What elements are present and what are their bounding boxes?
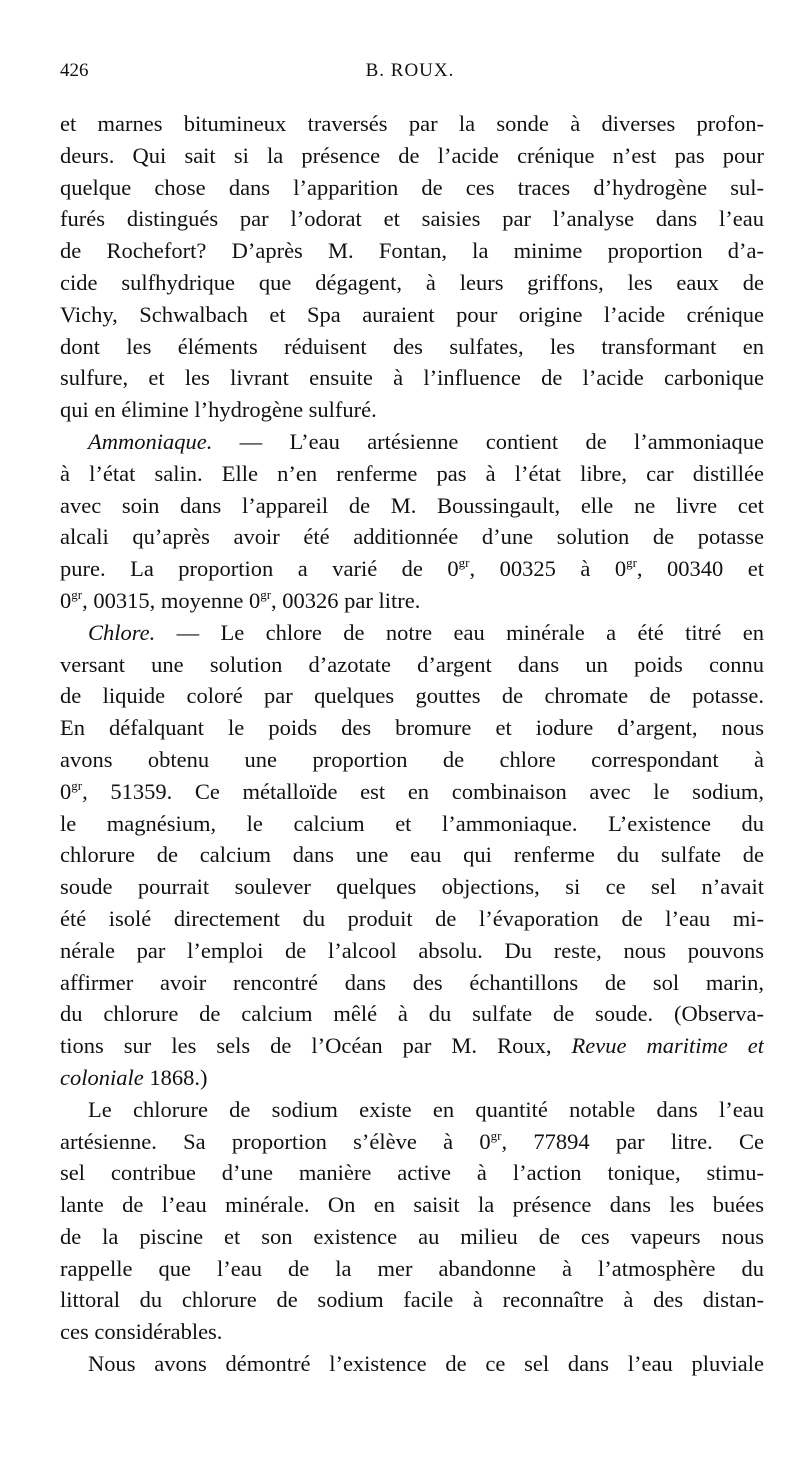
text-line: avons obtenu une proportion de chlore correspondant à xyxy=(60,746,764,772)
text-line: à l’état salin. Elle n’en renferme pas à l’état libre, car distillée xyxy=(60,460,764,486)
text-line: de la piscine et son existence au milieu de ces vapeurs nous xyxy=(60,1223,764,1249)
text-line: lante de l’eau minérale. On en saisit la présence dans les buées xyxy=(60,1192,764,1218)
text-line: Chlore. — Le chlore de notre eau minérale a été titré en xyxy=(88,619,764,645)
text-line: Le chlorure de sodium existe en quantité notable dans l’eau xyxy=(88,1096,764,1122)
text-line: En défalquant le poids des bromure et iodure d’argent, nous xyxy=(60,715,764,741)
italic-term: Ammoniaque. xyxy=(88,428,213,454)
text-line: avec soin dans l’appareil de M. Boussingault, elle ne livre cet xyxy=(60,492,764,518)
text-line: le magnésium, le calcium et l’ammoniaque. L’existence du xyxy=(60,810,764,836)
text-line: pure. La proportion a varié de $0^{gr}$, 00325 à $0^{gr}$, 00340 et xyxy=(60,555,764,582)
page-number: 426 xyxy=(60,60,89,81)
text-line: sulfure, et les livrant ensuite à l’influence de l’acide carbonique xyxy=(60,365,764,391)
text-line: $0^{gr}$, 51359. Ce métalloïde est en combinaison avec le sodium, xyxy=(60,777,764,804)
text-line: Ammoniaque. — L’eau artésienne contient de l’ammoniaque xyxy=(88,428,764,454)
text-line: du chlorure de calcium mêlé à du sulfate de soude. (Observa- xyxy=(60,1001,764,1027)
text-line: deurs. Qui sait si la présence de l’acide crénique n’est pas pour xyxy=(60,142,764,168)
text-line: versant une solution d’azotate d’argent dans un poids connu xyxy=(60,651,764,677)
text-line: chlorure de calcium dans une eau qui renferme du sulfate de xyxy=(60,842,764,868)
text-line: $0^{gr}$, 00315, moyenne $0^{gr}$, 00326 par litre. xyxy=(60,586,421,613)
text-line: coloniale 1868.) xyxy=(60,1064,208,1090)
running-header xyxy=(60,60,760,90)
text-line: alcali qu’après avoir été additionnée d’une solution de potasse xyxy=(60,524,764,550)
italic-term: coloniale xyxy=(60,1064,144,1090)
text-line: littoral du chlorure de sodium facile à reconnaître à des distan- xyxy=(60,1287,764,1313)
running-title: B. ROUX. xyxy=(365,60,455,81)
text-line: quelque chose dans l’apparition de ces traces d’hydrogène sul- xyxy=(60,174,764,200)
italic-citation: Revue maritime et xyxy=(571,1033,764,1059)
text-line: qui en élimine l’hydrogène sulfuré. xyxy=(60,397,377,423)
body-text xyxy=(60,108,764,1380)
text-line: tions sur les sels de l’Océan par M. Roux, Revue maritime et xyxy=(60,1033,764,1059)
text-line: Nous avons démontré l’existence de ce sel dans l’eau pluviale xyxy=(88,1351,764,1377)
text-line: sel contribue d’une manière active à l’action tonique, stimu- xyxy=(60,1160,764,1186)
text-line: et marnes bitumineux traversés par la sonde à diverses profon- xyxy=(60,111,764,136)
italic-term: Chlore. xyxy=(88,619,156,645)
text-line: de liquide coloré par quelques gouttes de chromate de potasse. xyxy=(60,683,764,709)
text-line: cide sulfhydrique que dégagent, à leurs griffons, les eaux de xyxy=(60,269,764,295)
text-line: de Rochefort? D’après M. Fontan, la minime proportion d’a- xyxy=(60,238,764,264)
text-line: furés distingués par l’odorat et saisies par l’analyse dans l’eau xyxy=(60,206,764,232)
text-line: Vichy, Schwalbach et Spa auraient pour origine l’acide crénique xyxy=(60,301,764,327)
text-line: affirmer avoir rencontré dans des échantillons de sol marin, xyxy=(60,969,764,995)
text-line: soude pourrait soulever quelques objections, si ce sel n’avait xyxy=(60,874,764,900)
text-line: nérale par l’emploi de l’alcool absolu. Du reste, nous pouvons xyxy=(60,937,764,963)
text-line: ces considérables. xyxy=(60,1319,223,1345)
text-line: rappelle que l’eau de la mer abandonne à l’atmosphère du xyxy=(60,1255,764,1281)
text-line: artésienne. Sa proportion s’élève à $0^{gr}$, 77894 par litre. Ce xyxy=(60,1127,764,1154)
text-line: dont les éléments réduisent des sulfates, les transformant en xyxy=(60,333,764,359)
text-line: été isolé directement du produit de l’évaporation de l’eau mi- xyxy=(60,905,764,931)
